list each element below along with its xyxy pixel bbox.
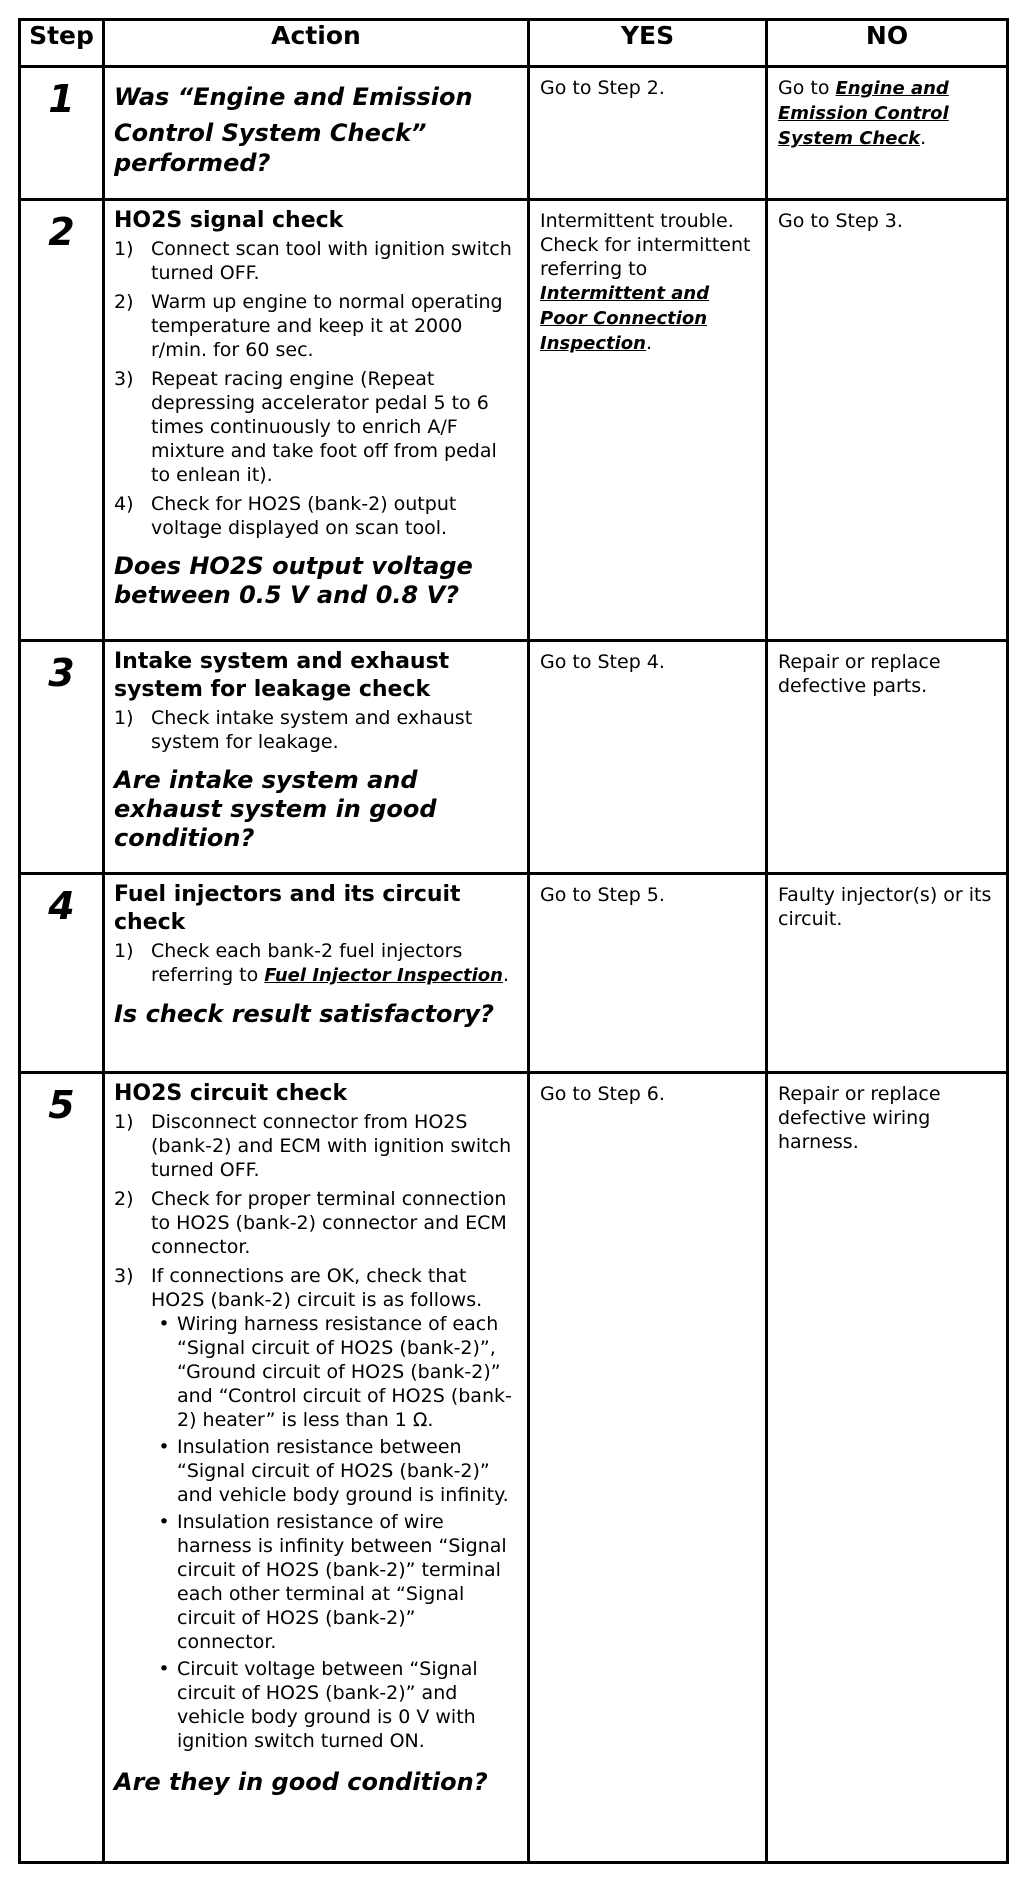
- list-item: [114, 492, 521, 540]
- bullet-dot: •: [158, 1313, 170, 1335]
- bullet-item: [151, 1312, 521, 1432]
- bullet-text: Insulation resistance between “Signal circuit of HO2S (bank-2)” and vehicle body ground is infinity.: [177, 1436, 509, 1506]
- yes-cell: Go to Step 4.: [529, 641, 767, 874]
- list-item: [114, 706, 521, 754]
- bullet-text: Insulation resistance of wire harness is infinity between “Signal circuit of HO2S (bank-2)” terminal each other terminal at “Signal circuit of HO2S (bank-2)” connector.: [177, 1511, 507, 1653]
- procedure-list: [114, 237, 521, 540]
- action-heading: Fuel injectors and its circuit check: [114, 882, 461, 935]
- step-number: 3: [20, 641, 104, 874]
- action-cell: [104, 641, 529, 874]
- yes-cell: [529, 200, 767, 641]
- bullet-item: [151, 1657, 521, 1753]
- list-item: [114, 290, 521, 362]
- diagnostic-table: [18, 18, 1009, 1864]
- item-text-part: Check each bank-2 fuel injectors referring to: [151, 940, 463, 986]
- table-row: [20, 874, 1008, 1073]
- list-item: [114, 1187, 521, 1259]
- list-item: [114, 939, 521, 988]
- step-number: 2: [20, 200, 104, 641]
- header-action: Action: [104, 20, 529, 67]
- action-question: Are intake system and exhaust system in good condition?: [114, 766, 437, 852]
- action-heading: Intake system and exhaust system for leakage check: [114, 649, 450, 702]
- step-number: 5: [20, 1073, 104, 1863]
- no-text: .: [920, 127, 927, 149]
- action-question: [114, 76, 521, 178]
- yes-text: Intermittent trouble. Check for intermittent referring to: [540, 210, 751, 280]
- item-number: 4): [114, 493, 134, 515]
- item-text: Check for proper terminal connection to HO2S (bank-2) connector and ECM connector.: [151, 1188, 507, 1258]
- header-step: Step: [20, 20, 104, 67]
- bullet-dot: •: [158, 1436, 170, 1458]
- list-item: [114, 237, 521, 285]
- question-line: Control System Check”: [114, 119, 427, 147]
- item-number: 2): [114, 291, 134, 313]
- step-number: 4: [20, 874, 104, 1073]
- step-number: 1: [20, 67, 104, 200]
- action-question: Is check result satisfactory?: [114, 1000, 494, 1028]
- list-item: [114, 1110, 521, 1182]
- no-cell: Repair or replace defective wiring harness.: [767, 1073, 1008, 1863]
- action-cell: [104, 200, 529, 641]
- bullet-item: [151, 1510, 521, 1654]
- procedure-list: [114, 1110, 521, 1756]
- action-heading: HO2S circuit check: [114, 1081, 348, 1106]
- action-question: Does HO2S output voltage between 0.5 V and 0.8 V?: [114, 552, 473, 609]
- bullet-text: Wiring harness resistance of each “Signal circuit of HO2S (bank-2)”, “Ground circuit of HO2S (bank-2)” and “Control circuit of HO2S (bank-2) heater” is less than 1 Ω.: [177, 1313, 512, 1431]
- check-bullets: [151, 1312, 521, 1753]
- yes-cell: Go to Step 6.: [529, 1073, 767, 1863]
- item-number: 2): [114, 1188, 134, 1210]
- no-cell: Repair or replace defective parts.: [767, 641, 1008, 874]
- item-text: [151, 939, 521, 988]
- fuel-injector-inspection-link[interactable]: Fuel Injector Inspection: [264, 965, 503, 986]
- action-cell: [104, 1073, 529, 1863]
- no-cell: Faulty injector(s) or its circuit.: [767, 874, 1008, 1073]
- question-line: Was “Engine and Emission: [114, 83, 473, 111]
- item-text-part: If connections are OK, check that HO2S (bank-2) circuit is as follows.: [151, 1265, 483, 1311]
- item-text: Check intake system and exhaust system for leakage.: [151, 707, 473, 753]
- item-text: [151, 1264, 521, 1756]
- item-number: 1): [114, 940, 134, 962]
- item-text: Connect scan tool with ignition switch turned OFF.: [151, 238, 512, 284]
- table-row: [20, 1073, 1008, 1863]
- yes-cell: Go to Step 2.: [529, 67, 767, 200]
- engine-emission-check-link[interactable]: Engine and Emission Control System Check: [778, 78, 949, 149]
- no-text: Go to: [778, 77, 836, 99]
- action-heading: HO2S signal check: [114, 208, 344, 233]
- item-number: 1): [114, 707, 134, 729]
- bullet-text: Circuit voltage between “Signal circuit of HO2S (bank-2)” and vehicle body ground is 0 V with ignition switch turned ON.: [177, 1658, 478, 1752]
- bullet-dot: •: [158, 1658, 170, 1680]
- table-row: [20, 200, 1008, 641]
- bullet-item: [151, 1435, 521, 1507]
- no-cell: [767, 67, 1008, 200]
- no-cell: Go to Step 3.: [767, 200, 1008, 641]
- bullet-dot: •: [158, 1511, 170, 1533]
- item-text: Disconnect connector from HO2S (bank-2) and ECM with ignition switch turned OFF.: [151, 1111, 512, 1181]
- item-number: 1): [114, 238, 134, 260]
- procedure-list: [114, 939, 521, 988]
- procedure-list: [114, 706, 521, 754]
- item-number: 3): [114, 1265, 134, 1287]
- question-line: performed?: [114, 149, 271, 177]
- table-row: [20, 641, 1008, 874]
- item-text: Warm up engine to normal operating temperature and keep it at 2000 r/min. for 60 sec.: [151, 291, 503, 361]
- action-cell: [104, 67, 529, 200]
- action-cell: [104, 874, 529, 1073]
- header-row: [20, 20, 1008, 67]
- table-row: [20, 67, 1008, 200]
- list-item: [114, 367, 521, 487]
- list-item: [114, 1264, 521, 1756]
- header-yes: YES: [529, 20, 767, 67]
- item-text: Check for HO2S (bank-2) output voltage displayed on scan tool.: [151, 493, 457, 539]
- header-no: NO: [767, 20, 1008, 67]
- yes-cell: Go to Step 5.: [529, 874, 767, 1073]
- action-question: Are they in good condition?: [114, 1768, 488, 1796]
- item-number: 3): [114, 368, 134, 390]
- yes-text: .: [645, 332, 652, 354]
- item-number: 1): [114, 1111, 134, 1133]
- intermittent-inspection-link[interactable]: Intermittent and Poor Connection Inspection: [540, 283, 710, 354]
- item-text: Repeat racing engine (Repeat depressing accelerator pedal 5 to 6 times continuously to enrich A/F mixture and take foot off from pedal to enlean it).: [151, 368, 497, 486]
- item-text-part: .: [502, 964, 509, 986]
